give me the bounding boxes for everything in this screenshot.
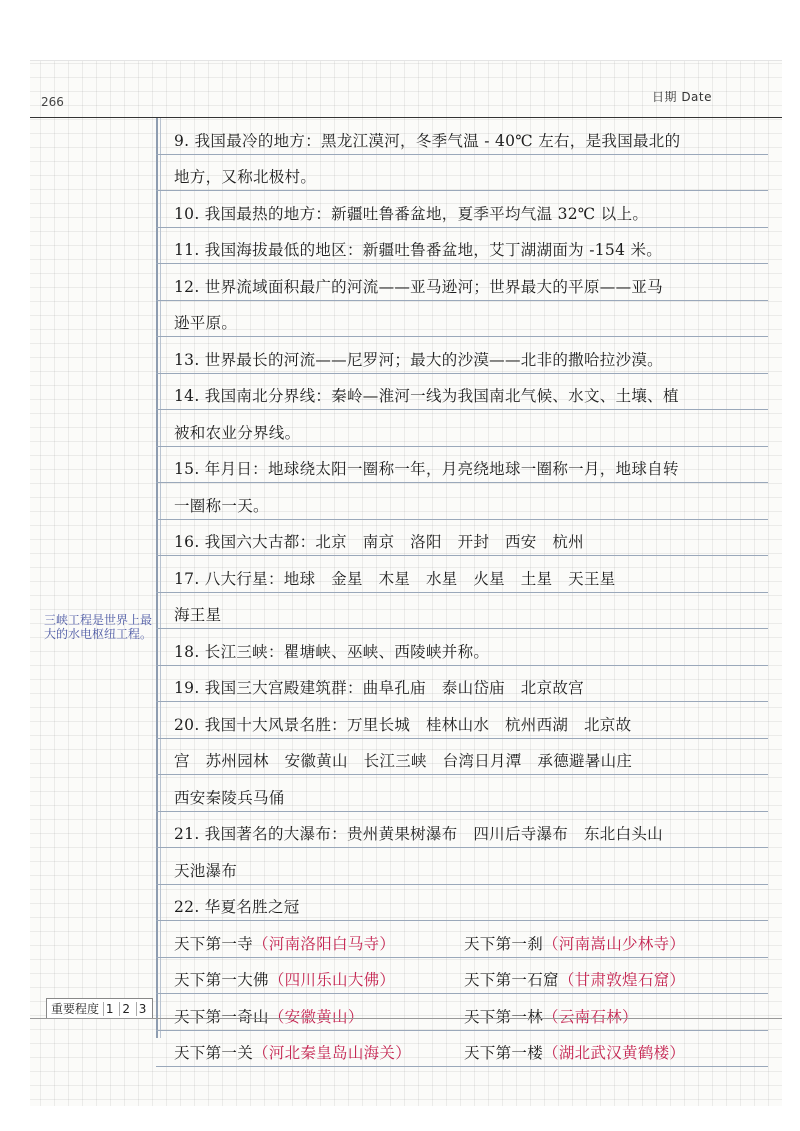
importance-box: [46, 998, 153, 1019]
note-line-text: 19. 我国三大宫殿建筑群：曲阜孔庙 泰山岱庙 北京故宫: [174, 679, 584, 697]
note-line-text: 西安秦陵兵马俑: [174, 788, 285, 807]
famous-site-entry: [174, 1041, 464, 1063]
note-line: [156, 556, 768, 593]
famous-site-place: （云南石林）: [543, 1007, 638, 1026]
famous-site-place: （河北秦皇岛山海关）: [253, 1044, 412, 1062]
famous-site-name: 天下第一刹: [464, 934, 544, 953]
note-line: [156, 264, 768, 301]
famous-site-entry: [464, 968, 754, 990]
notes-lines: [156, 118, 768, 1067]
famous-sites-row: [156, 958, 768, 995]
note-line: [156, 228, 768, 265]
bottom-rule: [30, 1018, 782, 1019]
note-line-text: 9. 我国最冷的地方：黑龙江漠河，冬季气温 - 40℃ 左右，是我国最北的: [174, 131, 681, 150]
note-line-text: 12. 世界流域面积最广的河流——亚马逊河；世界最大的平原——亚马: [174, 277, 663, 296]
famous-site-entry: [174, 932, 464, 954]
note-line: [156, 410, 768, 447]
note-line-text: 地方，又称北极村。: [174, 168, 317, 186]
famous-sites-pair: [174, 1005, 768, 1027]
famous-site-entry: [174, 968, 464, 990]
note-line-text: 逊平原。: [174, 314, 238, 332]
famous-site-entry: [464, 932, 754, 954]
note-line-text: 11. 我国海拔最低的地区：新疆吐鲁番盆地，艾丁湖湖面为 -154 米。: [174, 241, 663, 259]
famous-site-place: （四川乐山大佛）: [268, 971, 396, 989]
note-line: [156, 593, 768, 630]
margin-note: 三峡工程是世界上最大的水电枢纽工程。: [44, 613, 153, 641]
note-line-text: 15. 年月日：地球绕太阳一圈称一年，月亮绕地球一圈称一月，地球自转: [174, 460, 679, 478]
famous-site-entry: [464, 1005, 754, 1027]
note-line: [156, 483, 768, 520]
importance-level-2: 2: [119, 1002, 132, 1016]
famous-site-name: 天下第一石窟: [464, 971, 559, 989]
date-label: 日期 Date: [652, 90, 712, 104]
note-line: [156, 301, 768, 338]
famous-site-place: （河南嵩山少林寺）: [543, 934, 686, 953]
famous-site-place: （甘肃敦煌石窟）: [558, 971, 686, 989]
note-line: [156, 885, 768, 922]
note-line: [156, 775, 768, 812]
note-line: [156, 374, 768, 411]
famous-sites-row: [156, 994, 768, 1031]
note-line: [156, 155, 768, 192]
note-line: [156, 812, 768, 849]
famous-site-entry: [174, 1005, 464, 1027]
note-line-text: 17. 八大行星：地球 金星 木星 水星 火星 土星 天王星: [174, 569, 616, 588]
note-line-text: 14. 我国南北分界线：秦岭—淮河一线为我国南北气候、水文、土壤、植: [174, 387, 679, 405]
note-line-text: 天池瀑布: [174, 861, 238, 880]
note-line: [156, 447, 768, 484]
note-line: [156, 629, 768, 666]
famous-sites-pair: [174, 1041, 768, 1063]
famous-site-place: （河南洛阳白马寺）: [253, 934, 396, 953]
famous-sites-row: [156, 921, 768, 958]
note-line: [156, 848, 768, 885]
note-line: [156, 520, 768, 557]
page-number: 266: [41, 95, 64, 109]
famous-site-name: 天下第一关: [174, 1044, 254, 1062]
importance-level-3: 3: [136, 1002, 149, 1016]
famous-site-name: 天下第一寺: [174, 934, 254, 953]
note-line-text: 13. 世界最长的河流——尼罗河；最大的沙漠——北非的撒哈拉沙漠。: [174, 350, 663, 369]
note-line-text: 21. 我国著名的大瀑布：贵州黄果树瀑布 四川后寺瀑布 东北白头山: [174, 825, 663, 843]
famous-sites-row: [156, 1031, 768, 1068]
note-line-text: 22. 华夏名胜之冠: [174, 898, 300, 916]
famous-site-name: 天下第一大佛: [174, 971, 269, 989]
famous-site-name: 天下第一奇山: [174, 1007, 269, 1026]
note-line: [156, 118, 768, 155]
famous-site-entry: [464, 1041, 754, 1063]
note-line-text: 一圈称一天。: [174, 496, 269, 515]
note-line-text: 10. 我国最热的地方：新疆吐鲁番盆地，夏季平均气温 32℃ 以上。: [174, 204, 649, 223]
famous-site-place: （湖北武汉黄鹤楼）: [543, 1044, 686, 1062]
importance-label: 重要程度: [51, 1002, 100, 1016]
famous-sites-pair: [174, 932, 768, 954]
note-line-text: 被和农业分界线。: [174, 423, 301, 442]
note-line-text: 20. 我国十大风景名胜：万里长城 桂林山水 杭州西湖 北京故: [174, 715, 632, 734]
note-line: [156, 666, 768, 703]
note-line-text: 18. 长江三峡：瞿塘峡、巫峡、西陵峡并称。: [174, 642, 490, 661]
famous-site-name: 天下第一楼: [464, 1044, 544, 1062]
note-line-text: 海王星: [174, 606, 222, 624]
note-line: [156, 702, 768, 739]
note-line: [156, 191, 768, 228]
famous-sites-pair: [174, 968, 768, 990]
famous-site-place: （安徽黄山）: [268, 1007, 364, 1026]
note-line-text: 宫 苏州园林 安徽黄山 长江三峡 台湾日月潭 承德避暑山庄: [174, 752, 633, 770]
famous-site-name: 天下第一林: [464, 1007, 544, 1026]
importance-level-1: 1: [103, 1002, 116, 1016]
note-line: [156, 739, 768, 776]
note-line-text: 16. 我国六大古都：北京 南京 洛阳 开封 西安 杭州: [174, 533, 584, 551]
note-line: [156, 337, 768, 374]
